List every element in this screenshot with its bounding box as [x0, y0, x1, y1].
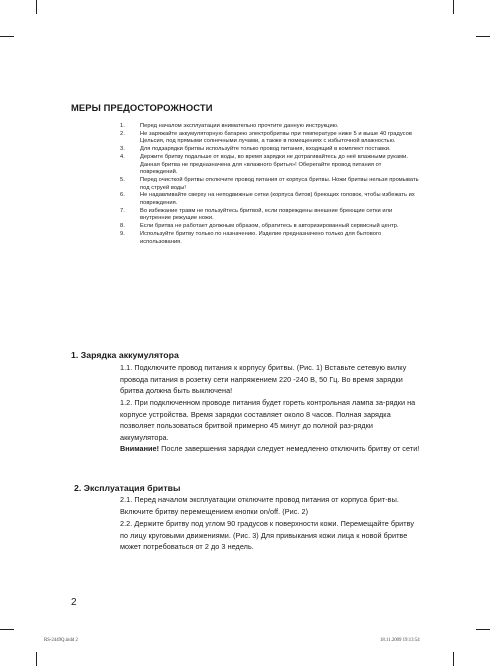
operation-paragraph-1: 2.1. Перед началом эксплуатации отключите провод питания от корпуса брит-вы. Включите бритву перемещением кнопки on/off. (Рис. 2) — [120, 495, 399, 516]
precautions-list — [120, 123, 420, 246]
list-item — [120, 223, 420, 231]
crop-mark — [0, 36, 14, 37]
item-text: Держите бритву подальше от воды, во время зарядки не дотрагивайтесь до неё влажными руками. Данная бритва не предназначена для «влажного бритья»! Оберегайте провод питания от повреждений. — [140, 153, 409, 176]
file-slug: RS-2449Q.indd 2 — [44, 638, 78, 643]
item-text: Перед началом эксплуатации внимательно прочтите данную инструкцию. — [140, 123, 339, 129]
item-number: 5. — [120, 176, 125, 183]
list-item — [120, 192, 420, 207]
item-text: Не надавливайте сверху на неподвижные сетки (корпуса битов) бреющих головок, чтобы избежать их повреждения. — [140, 192, 415, 207]
operation-heading: 2. Эксплуатация бритвы — [74, 483, 181, 493]
print-timestamp: 18.11.2009 19:13:54 — [380, 638, 420, 643]
item-text: Для подзарядки бритвы используйте только провод питания, входящий в комплект поставки. — [140, 146, 391, 153]
crop-mark — [453, 652, 454, 666]
precautions-title: МЕРЫ ПРЕДОСТОРОЖНОСТИ — [71, 102, 213, 113]
operation-paragraph-2: 2.2. Держите бритву под углом 90 градусов к поверхности кожи. Перемещайте бритву по лицу круговыми движениями. (Рис. 3) Для привыкания кожи лица к новой бритве может потребоваться от 2 до 3 недель. — [120, 519, 415, 552]
crop-mark — [36, 652, 37, 666]
list-item — [120, 154, 420, 177]
item-number: 3. — [120, 146, 125, 153]
crop-mark — [476, 629, 490, 630]
page-number: 2 — [71, 597, 77, 608]
item-number: 8. — [120, 223, 125, 230]
list-item — [120, 131, 420, 146]
list-item — [120, 177, 420, 192]
crop-mark — [453, 0, 454, 14]
list-item — [120, 146, 420, 154]
crop-mark — [36, 0, 37, 14]
item-text: Используйте бритву только по назначению. Изделие предназначено только для бытового использования. — [140, 230, 382, 245]
item-number: 9. — [120, 230, 125, 237]
item-text: Во избежание травм не пользуйтесь бритвой, если повреждены внешние бреющие сетки или внутренние режущие ножи. — [140, 207, 393, 222]
warning-label: Внимание! — [120, 444, 160, 453]
charging-warning — [120, 443, 422, 455]
charging-paragraph-2: 1.2. При подключенном проводе питания будет гореть контрольная лампа за-рядки на корпусе устройства. Время зарядки составляет около 8 часов. Полная зарядка позволяет пользоваться бритвой примерно 45 минут до полной раз-рядки аккумулятора. — [120, 398, 416, 442]
list-item — [120, 123, 420, 131]
crop-mark — [476, 36, 490, 37]
item-number: 2. — [120, 130, 125, 137]
item-text: Если бритва не работает должным образом, обратитесь в авторизированный сервисный центр. — [140, 223, 399, 230]
crop-mark — [0, 629, 14, 630]
list-item — [120, 231, 420, 246]
charging-paragraph-1: 1.1. Подключите провод питания к корпусу бритвы. (Рис. 1) Вставьте сетевую вилку провода питания в розетку сети напряжением 220 -240 В, 50 Гц. Во время зарядки бритва должна быть выключена! — [120, 363, 407, 396]
list-item — [120, 208, 420, 223]
item-text: Не заряжайте аккумуляторную батарею электробритвы при температуре ниже 5 и выше 40 градусов Цельсия, под прямыми солнечными лучами, а также в помещениях с избыточной влажностью. — [140, 130, 412, 145]
item-number: 1. — [120, 123, 125, 129]
warning-text: После завершения зарядки следует немедленно отключить бритву от сети! — [159, 444, 420, 453]
item-text: Перед очисткой бритвы отключите провод питания от корпуса бритвы. Ножи бритвы нельзя промывать под струей воды! — [140, 176, 419, 191]
item-number: 4. — [120, 153, 125, 160]
item-number: 7. — [120, 207, 125, 214]
item-number: 6. — [120, 192, 125, 199]
charging-heading: 1. Зарядка аккумулятора — [71, 350, 179, 360]
